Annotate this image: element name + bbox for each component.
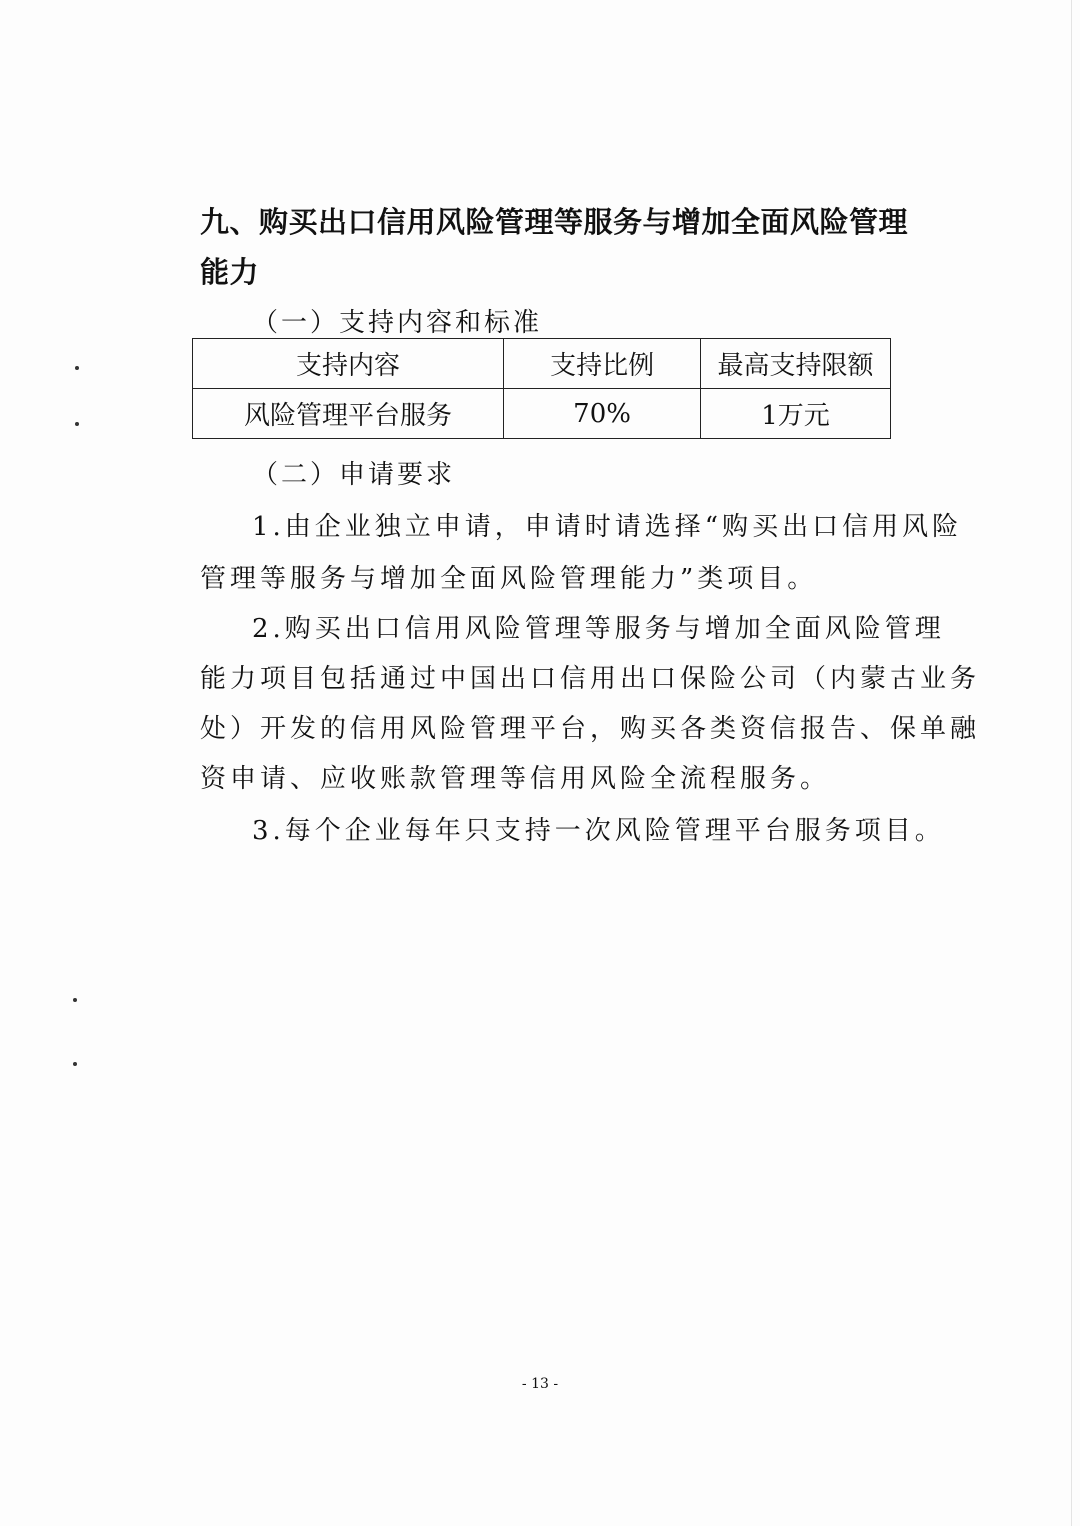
requirement-2-line1: 2.购买出口信用风险管理等服务与增加全面风险管理 bbox=[252, 614, 945, 644]
subsection-title-support: （一）支持内容和标准 bbox=[252, 308, 543, 338]
requirement-2-line3: 处）开发的信用风险管理平台，购买各类资信报告、保单融 bbox=[200, 714, 981, 744]
table-header-cell: 支持比例 bbox=[504, 339, 701, 389]
requirement-1-line1: 1.由企业独立申请，申请时请选择“购买出口信用风险 bbox=[252, 512, 963, 542]
requirement-3-line1: 3.每个企业每年只支持一次风险管理平台服务项目。 bbox=[252, 816, 945, 846]
requirement-2-line2: 能力项目包括通过中国出口信用出口保险公司（内蒙古业务 bbox=[200, 664, 981, 694]
section-heading-line1: 九、购买出口信用风险管理等服务与增加全面风险管理 bbox=[200, 205, 909, 239]
table-row bbox=[193, 389, 891, 439]
page-number: - 13 - bbox=[521, 1376, 559, 1392]
table-cell: 风险管理平台服务 bbox=[193, 389, 504, 439]
table-cell: 1万元 bbox=[701, 389, 891, 439]
support-table bbox=[192, 338, 891, 439]
table-header-cell: 支持内容 bbox=[193, 339, 504, 389]
requirement-1-line2: 管理等服务与增加全面风险管理能力”类项目。 bbox=[200, 564, 818, 594]
binding-hole-mark bbox=[73, 1062, 77, 1066]
binding-hole-mark bbox=[75, 366, 79, 370]
requirement-2-line4: 资申请、应收账款管理等信用风险全流程服务。 bbox=[200, 764, 831, 794]
table-cell: 70% bbox=[504, 389, 701, 439]
table-header-cell: 最高支持限额 bbox=[701, 339, 891, 389]
section-heading-line2: 能力 bbox=[200, 255, 260, 289]
binding-hole-mark bbox=[75, 422, 79, 426]
subsection-title-requirements: （二）申请要求 bbox=[252, 460, 456, 490]
scan-edge-line bbox=[1071, 0, 1072, 1526]
table-header-row bbox=[193, 339, 891, 389]
binding-hole-mark bbox=[73, 998, 77, 1002]
